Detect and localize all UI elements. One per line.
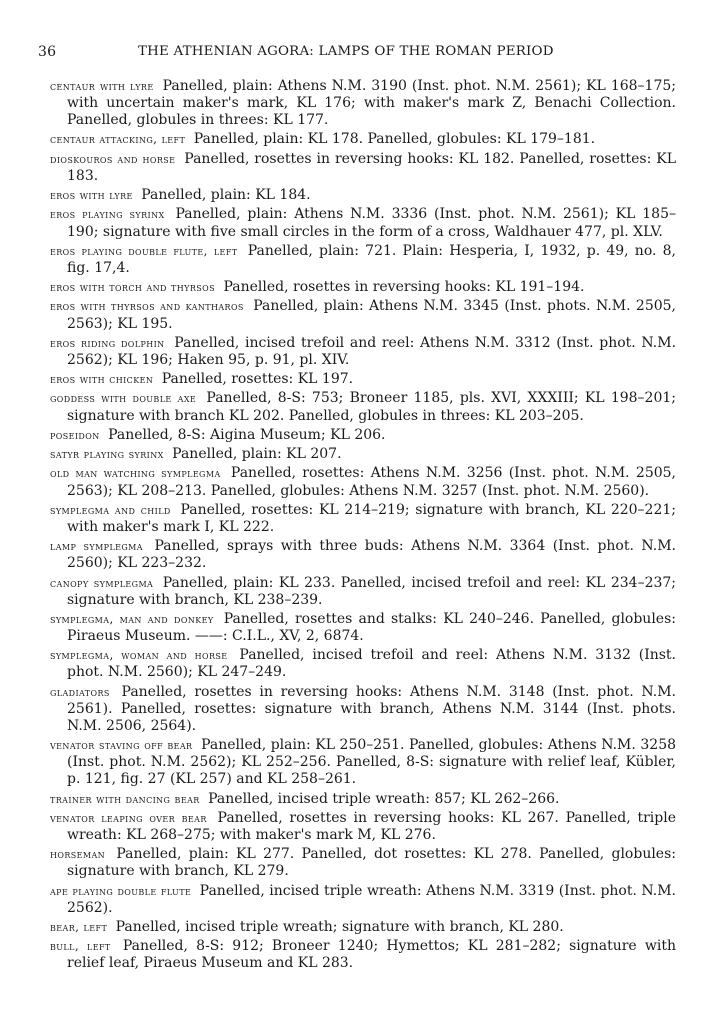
entry-text: Panelled, plain: Athens N.M. 3345 (Inst. phots. N.M. 2505, 2563); KL 195. (67, 298, 677, 332)
entry-text: Panelled, rosettes: KL 197. (161, 371, 354, 388)
entry-title: venator leaping over bear (50, 810, 207, 825)
entry-title: symplegma, woman and horse (50, 648, 228, 663)
catalogue-entry (50, 279, 676, 296)
entry-text: Panelled, incised triple wreath; signature with branch, KL 280. (115, 919, 564, 935)
catalogue-entry (50, 390, 676, 424)
entry-text: Panelled, 8-S: 753; Broneer 1185, pls. XVI, XXXIII; KL 198–201; signature with branch KL 202. Panelled, globules in threes: KL 203–205. (67, 390, 676, 424)
entry-title: centaur with lyre (50, 79, 154, 93)
entry-title: eros with lyre (50, 188, 133, 203)
entry-text: Panelled, incised trefoil and reel: Athens N.M. 3312 (Inst. phot. N.M. 2562); KL 196; Haken 95, p. 91, pl. XIV. (67, 334, 677, 368)
entry-text: Panelled, sprays with three buds: Athens N.M. 3364 (Inst. phot. N.M. 2560); KL 223–232. (67, 538, 677, 572)
entry-text: Panelled, plain: Athens N.M. 3190 (Inst. phot. N.M. 2561); KL 168–175; with uncertain maker's mark, KL 176; with maker's mark Z, Benachi Collection. Panelled, globules in threes: KL 177. (67, 78, 676, 129)
catalogue-entry (50, 131, 676, 148)
entry-title: symplegma, man and donkey (50, 611, 214, 626)
entry-text: Panelled, plain: 721. Plain: Hesperia, I, 1932, p. 49, no. 8, fig. 17,4. (67, 242, 677, 276)
catalogue-entry (50, 371, 676, 388)
entry-text: Panelled, incised triple wreath: Athens N.M. 3319 (Inst. phot. N.M. 2562). (67, 882, 676, 916)
entry-text: Panelled, rosettes and stalks: KL 240–246. Panelled, globules: Piraeus Museum. ——: C.I.L., XV, 2, 6874. (67, 610, 676, 644)
catalogue-entry (50, 465, 676, 499)
entry-title: canopy symplegma (50, 575, 154, 590)
entry-title: eros playing double flute, left (50, 243, 238, 258)
entry-text: Panelled, plain: KL 250–251. Panelled, globules: Athens N.M. 3258 (Inst. phot. N.M. 2562); KL 252–256. Panelled, 8-S: signature with relief leaf, Kübler, p. 121, fig. 27 (KL 257) and KL 258–261. (67, 737, 677, 788)
entry-title: venator staving off bear (50, 738, 193, 753)
entry-text: Panelled, rosettes in reversing hooks: KL 182. Panelled, rosettes: KL 183. (67, 150, 676, 184)
entry-title: bull, left (50, 939, 111, 954)
catalogue-entry (50, 791, 676, 808)
catalogue-entry (50, 938, 676, 972)
entry-text: Panelled, plain: Athens N.M. 3336 (Inst. phot. N.M. 2561); KL 185–190; signature with five small circles in the form of a cross, Waldhauer 477, pl. XLV. (67, 206, 676, 240)
catalogue-entry (50, 647, 676, 681)
entry-text: Panelled, 8-S: 912; Broneer 1240; Hymettos; KL 281–282; signature with relief leaf, Piraeus Museum and KL 283. (67, 938, 677, 972)
entry-title: eros with chicken (50, 372, 154, 387)
catalogue-entry (50, 151, 676, 185)
catalogue-entry (50, 187, 676, 204)
entry-title: dioskouros and horse (50, 151, 176, 166)
catalogue-entry (50, 883, 676, 917)
catalogue-entry (50, 919, 676, 936)
catalogue-entry (50, 78, 676, 129)
entry-title: eros riding dolphin (50, 335, 165, 350)
entry-title: old man watching symplegma (50, 466, 221, 481)
catalogue-entry (50, 611, 676, 645)
entry-text: Panelled, rosettes in reversing hooks: Athens N.M. 3148 (Inst. phot. N.M. 2561). Panelled, rosettes: signature with branch, Athens N.M. 3144 (Inst. phots. N.M. 2506, 2564). (67, 683, 677, 734)
page-header (38, 44, 687, 64)
catalogue-entry (50, 684, 676, 735)
catalogue-entry (50, 737, 676, 788)
page-number: 36 (38, 44, 57, 60)
entry-title: gladiators (50, 684, 110, 699)
entry-text: Panelled, plain: KL 233. Panelled, incised trefoil and reel: KL 234–237; signature with branch, KL 238–239. (67, 574, 677, 608)
catalogue-entry (50, 810, 676, 844)
entry-title: satyr playing syrinx (50, 447, 164, 462)
catalogue-entry (50, 298, 676, 332)
entry-title: horseman (50, 847, 106, 862)
entry-title: symplegma and child (50, 502, 171, 517)
entry-title: lamp symplegma (50, 539, 143, 554)
entry-title: eros with torch and thyrsos (50, 280, 215, 295)
catalogue-entry (50, 427, 676, 444)
entry-title: centaur attacking, left (50, 132, 186, 147)
running-head: THE ATHENIAN AGORA: LAMPS OF THE ROMAN PERIOD (138, 44, 554, 59)
entry-title: goddess with double axe (50, 391, 197, 406)
entry-text: Panelled, plain: KL 184. (141, 187, 311, 204)
entry-text: Panelled, plain: KL 207. (172, 446, 342, 463)
entry-text: Panelled, plain: KL 178. Panelled, globules: KL 179–181. (193, 131, 596, 148)
entry-text: Panelled, incised triple wreath: 857; KL 262–266. (208, 790, 560, 807)
entry-text: Panelled, rosettes in reversing hooks: KL 267. Panelled, triple wreath: KL 268–275; with maker's mark M, KL 276. (67, 809, 676, 843)
entry-text: Panelled, 8-S: Aigina Museum; KL 206. (108, 426, 386, 443)
entry-text: Panelled, rosettes: KL 214–219; signature with branch, KL 220–221; with maker's mark I, KL 222. (67, 501, 676, 535)
catalogue-entry (50, 335, 676, 369)
catalogue-entry (50, 446, 676, 463)
entry-text: Panelled, rosettes: Athens N.M. 3256 (Inst. phot. N.M. 2505, 2563); KL 208–213. Panelled, globules: Athens N.M. 3257 (Inst. phot. N.M. 2560). (67, 465, 677, 499)
catalogue-entry (50, 243, 676, 277)
entry-text: Panelled, incised trefoil and reel: Athens N.M. 3132 (Inst. phot. N.M. 2560); KL 247–249. (67, 647, 677, 681)
entry-title: poseidon (50, 427, 100, 442)
catalogue-entry (50, 575, 676, 609)
entry-title: eros with thyrsos and kantharos (50, 299, 244, 314)
entry-title: eros playing syrinx (50, 207, 165, 222)
entry-text: Panelled, rosettes in reversing hooks: KL 191–194. (223, 279, 585, 296)
catalogue-entry (50, 538, 676, 572)
catalogue-entry (50, 206, 676, 240)
catalogue-entry (50, 502, 676, 536)
entry-title: trainer with dancing bear (50, 791, 200, 806)
catalogue-entries (50, 78, 676, 975)
entry-title: bear, left (50, 920, 108, 934)
catalogue-entry (50, 846, 676, 880)
entry-title: ape playing double flute (50, 883, 192, 898)
entry-text: Panelled, plain: KL 277. Panelled, dot rosettes: KL 278. Panelled, globules: signature with branch, KL 279. (67, 846, 676, 880)
